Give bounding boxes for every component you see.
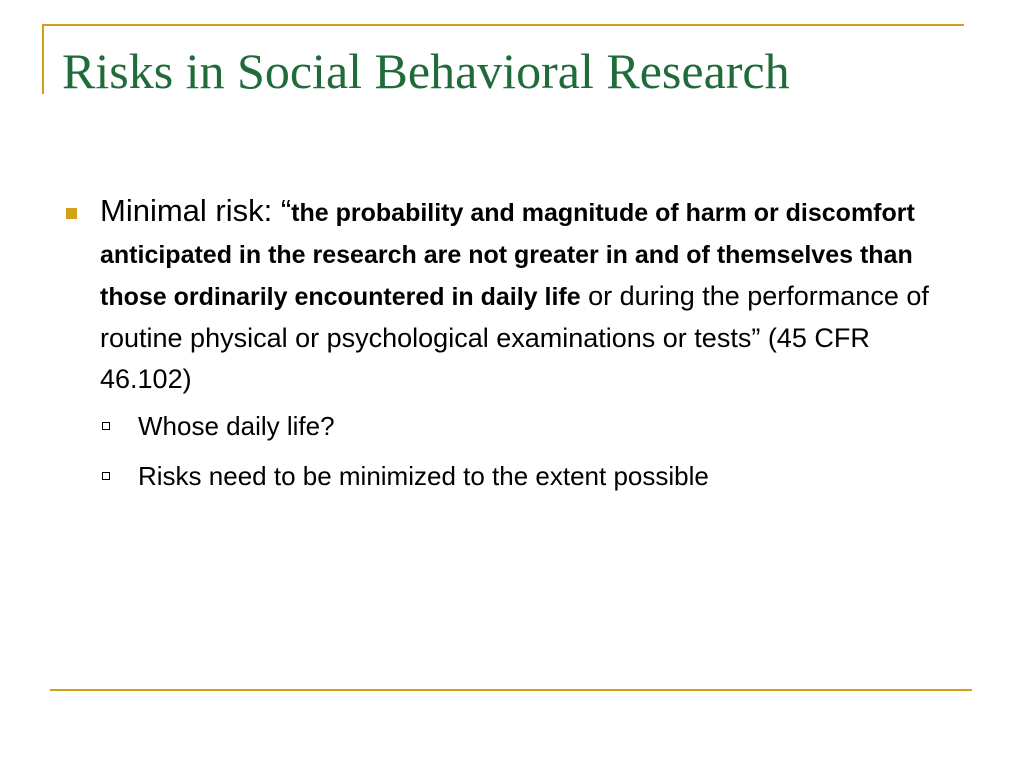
- sub-bullet-list: [60, 408, 930, 494]
- hollow-square-bullet-icon: [102, 422, 110, 430]
- frame-left-rule: [42, 24, 44, 94]
- slide-title: Risks in Social Behavioral Research: [62, 43, 790, 99]
- definition-tail-text: or during the performance of routine physical or psychological examinations or tests” (45 CFR 46.102): [100, 281, 929, 394]
- bullet-minimal-risk: [60, 190, 930, 400]
- slide-body: [60, 190, 930, 508]
- frame-top-rule: [42, 24, 964, 26]
- sub-bullet-text: Risks need to be minimized to the extent possible: [138, 461, 709, 491]
- definition-bold-text: the probability and magnitude of harm or discomfort anticipated in the research are not greater in and of themselves than those ordinarily encountered in daily life: [100, 199, 915, 311]
- sub-bullet-text: Whose daily life?: [138, 411, 335, 441]
- sub-bullet-item: [60, 408, 930, 444]
- bullet-lead: Minimal risk: “: [100, 193, 292, 228]
- hollow-square-bullet-icon: [102, 472, 110, 480]
- sub-bullet-item: [60, 458, 930, 494]
- bullet-text: [100, 190, 930, 400]
- square-bullet-icon: [66, 208, 77, 219]
- frame-bottom-rule: [50, 689, 972, 691]
